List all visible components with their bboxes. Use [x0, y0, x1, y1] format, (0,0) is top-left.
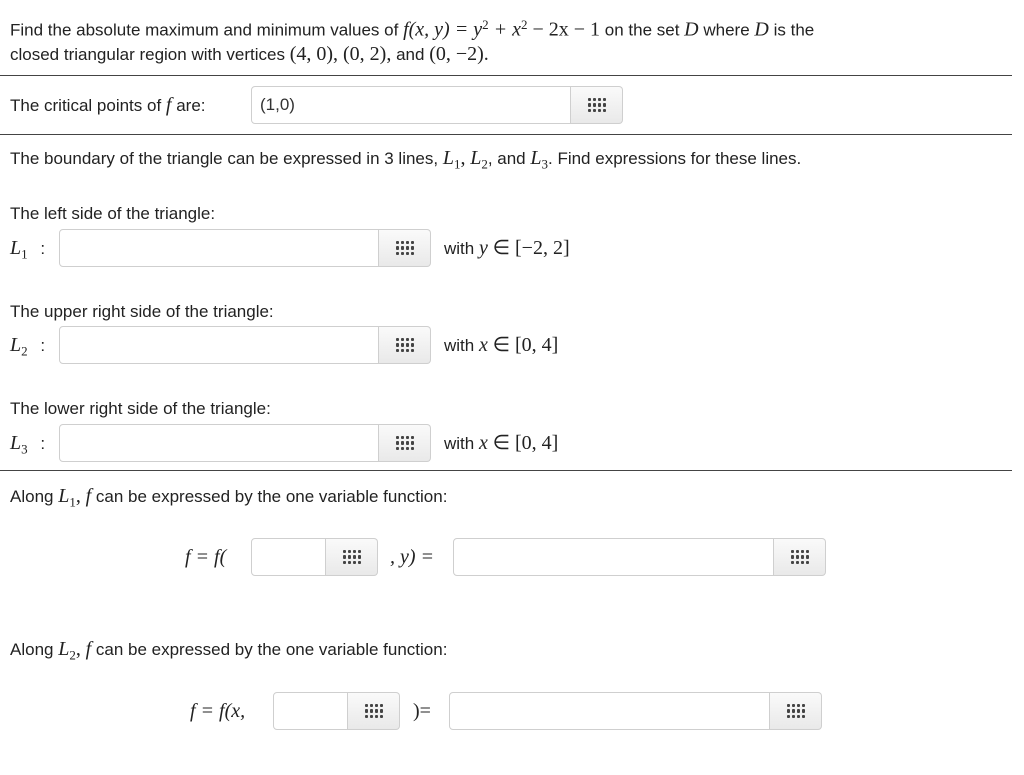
l1-input[interactable]	[59, 229, 379, 267]
keypad-icon	[343, 550, 361, 564]
along-l1-text: Along $L_1$, f can be expressed by the one variable function:	[10, 485, 448, 510]
l1-keypad-button[interactable]	[379, 229, 431, 267]
l2-keypad-button[interactable]	[379, 326, 431, 364]
along-l2-y-keypad-button[interactable]	[348, 692, 400, 730]
l2-range: with x ∈ [0, 4]	[444, 334, 559, 356]
along-l1-eq-left: f = f(	[185, 546, 227, 568]
divider	[0, 134, 1012, 135]
critical-points-label: The critical points of f are:	[10, 94, 206, 116]
keypad-icon	[787, 704, 805, 718]
l2-label: $L_2$ :	[10, 334, 46, 359]
along-l2-eq-left: f = f(x,	[190, 700, 246, 722]
l3-range: with x ∈ [0, 4]	[444, 432, 559, 454]
critical-points-input[interactable]: (1,0)	[251, 86, 571, 124]
divider	[0, 75, 1012, 76]
along-l2-eq-mid: )=	[413, 700, 431, 722]
keypad-icon	[791, 550, 809, 564]
problem-statement-line2: closed triangular region with vertices (4, 0), (0, 2), and (0, −2).	[10, 43, 489, 65]
along-l1-x-keypad-button[interactable]	[326, 538, 378, 576]
l1-range: with y ∈ [−2, 2]	[444, 237, 570, 259]
along-l2-function-keypad-button[interactable]	[770, 692, 822, 730]
along-l2-y-input[interactable]	[273, 692, 348, 730]
along-l2-function-input[interactable]	[449, 692, 770, 730]
along-l1-eq-mid: , y) =	[390, 546, 435, 568]
l3-label: $L_3$ :	[10, 432, 46, 457]
l3-input[interactable]	[59, 424, 379, 462]
l1-description: The left side of the triangle:	[10, 204, 216, 223]
l1-label: $L_1$ :	[10, 237, 46, 262]
l2-description: The upper right side of the triangle:	[10, 302, 274, 321]
along-l1-function-keypad-button[interactable]	[774, 538, 826, 576]
keypad-icon	[396, 338, 414, 352]
critical-points-keypad-button[interactable]	[571, 86, 623, 124]
divider	[0, 470, 1012, 471]
problem-statement-line1: Find the absolute maximum and minimum values of f(x, $y) = y^2 + x^2 - 2x - 1$ on the set D where D is the	[10, 17, 815, 41]
l3-keypad-button[interactable]	[379, 424, 431, 462]
boundary-intro: The boundary of the triangle can be expressed in 3 lines, $L_1$, $L_2$, and $L_3$. Find expressions for these lines.	[10, 147, 802, 172]
keypad-icon	[396, 241, 414, 255]
l2-input[interactable]	[59, 326, 379, 364]
along-l1-x-input[interactable]	[251, 538, 326, 576]
keypad-icon	[396, 436, 414, 450]
keypad-icon	[365, 704, 383, 718]
l3-description: The lower right side of the triangle:	[10, 399, 271, 418]
along-l1-function-input[interactable]	[453, 538, 774, 576]
keypad-icon	[588, 98, 606, 112]
along-l2-text: Along $L_2$, f can be expressed by the one variable function:	[10, 638, 448, 663]
